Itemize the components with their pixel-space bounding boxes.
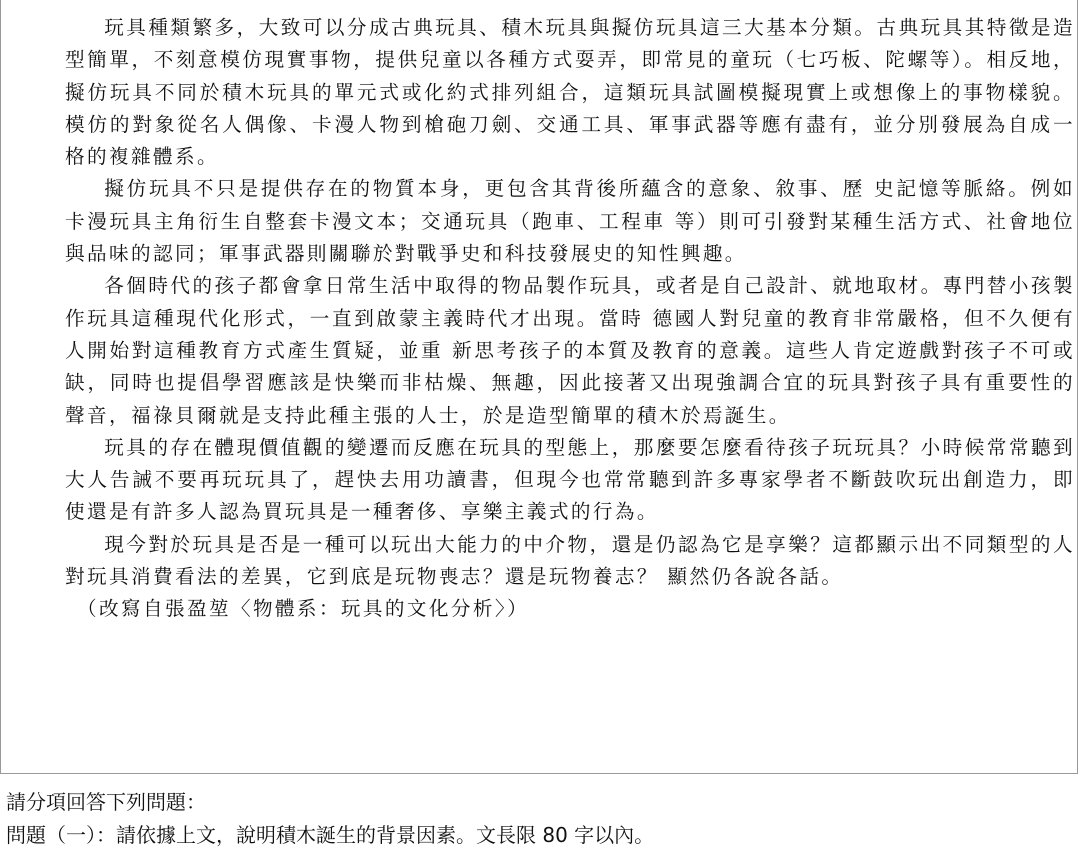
passage-paragraph-1: 玩具種類繁多，大致可以分成古典玩具、積木玩具與擬仿玩具這三大基本分類。古典玩具其特徵是造型簡單，不刻意模仿現實事物，提供兒童以各種方式耍弄，即常見的童玩（七巧板、陀螺等）。相反地，擬仿玩具不同於積木玩具的單元式或化約式排列組合，這類玩具試圖模擬現實上或想像上的事物樣貌。模仿的對象從名人偶像、卡漫人物到槍砲刀劍、交通工具、軍事武器等應有盡有，並分別發展為自成一格的複雜體系。 (65, 16, 1075, 169)
reading-passage (65, 12, 1075, 626)
passage-paragraph-5: 現今對於玩具是否是一種可以玩出大能力的中介物，還是仍認為它是享樂？這都顯示出不同類型的人對玩具消費看法的差異，它到底是玩物喪志？還是玩物養志？ 顯然仍各說各話。 (65, 532, 1075, 589)
question-section (6, 786, 654, 852)
passage-citation: （改寫自張盈堃〈物體系：玩具的文化分析〉） (77, 597, 530, 621)
passage-paragraph-3: 各個時代的孩子都會拿日常生活中取得的物品製作玩具，或者是自己設計、就地取材。專門替小孩製作玩具這種現代化形式，一直到啟蒙主義時代才出現。當時 德國人對兒童的教育非常嚴格，但不久便有人開始對這種教育方式產生質疑，並重 新思考孩子的本質及教育的意義。這些人肯定遊戲對孩子不可或缺，同時也提倡學習應該是快樂而非枯燥、無趣，因此接著又出現強調合宜的玩具對孩子具有重要性的聲音，福祿貝爾就是支持此種主張的人士，於是造型簡單的積木於焉誕生。 (65, 274, 1075, 427)
question-1: 問題（一）：請依據上文，說明積木誕生的背景因素。文長限 80 字以內。 (6, 823, 655, 847)
question-instruction: 請分項回答下列問題： (6, 790, 206, 814)
passage-paragraph-2: 擬仿玩具不只是提供存在的物質本身，更包含其背後所蘊含的意象、敘事、歷 史記憶等脈絡。例如卡漫玩具主角衍生自整套卡漫文本；交通玩具（跑車、工程車 等）則可引發對某種生活方式、社會地位與品味的認同；軍事武器則關聯於對戰爭史和科技發展史的知性興趣。 (65, 177, 1075, 266)
passage-paragraph-4: 玩具的存在體現價值觀的變遷而反應在玩具的型態上，那麼要怎麼看待孩子玩玩具？小時候常常聽到大人告誡不要再玩玩具了，趕快去用功讀書，但現今也常常聽到許多專家學者不斷鼓吹玩出創造力，即使還是有許多人認為買玩具是一種奢侈、享樂主義式的行為。 (65, 435, 1075, 524)
